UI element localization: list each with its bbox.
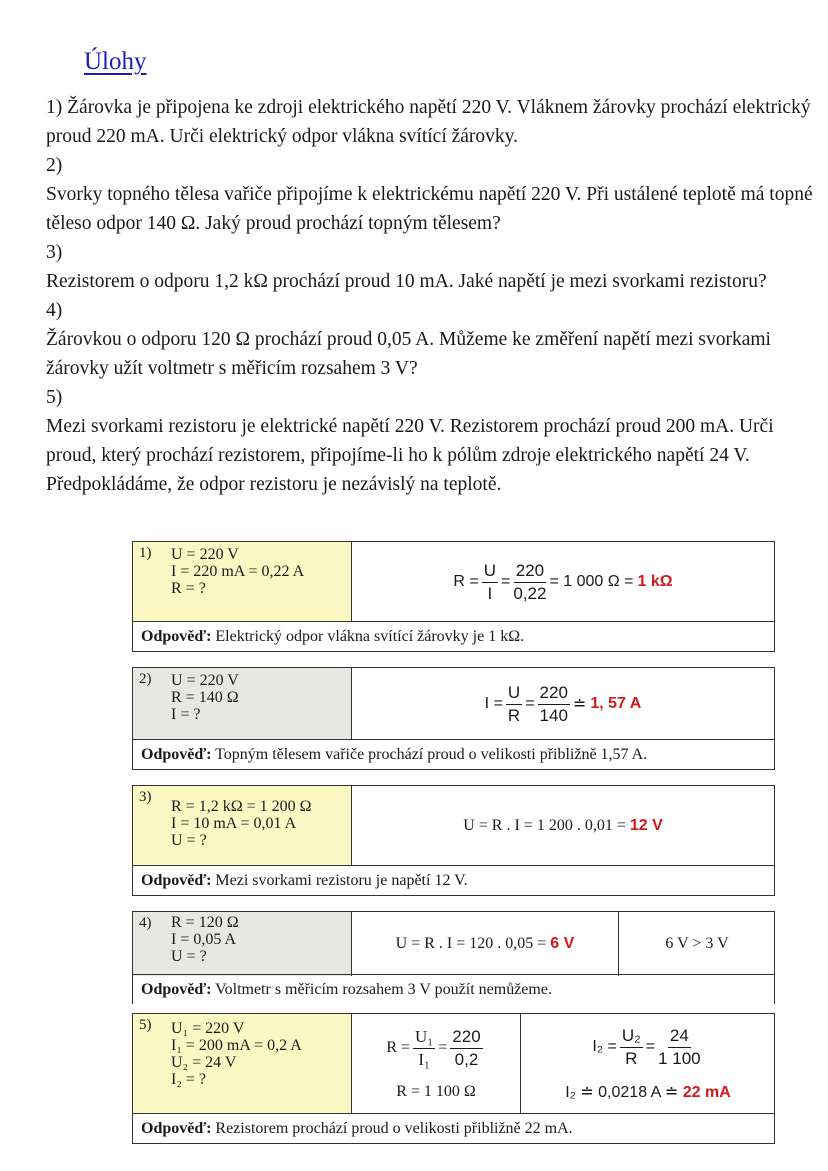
calc-equals: = <box>501 573 511 590</box>
given-line: R = ? <box>171 580 206 597</box>
fraction <box>450 1028 482 1069</box>
given-values <box>133 1014 352 1114</box>
fraction-denominator: 0,22 <box>513 583 547 603</box>
resistance-result: R = 1 100 Ω <box>396 1082 476 1100</box>
calc-equals: = <box>645 1038 656 1055</box>
answer-label: Odpověď: <box>141 1120 212 1137</box>
resistance-calculation <box>352 1014 520 1114</box>
given-line: I₁ = 200 mA = 0,2 A <box>171 1037 302 1054</box>
solution-number: 3) <box>139 789 152 805</box>
given-values <box>133 912 352 976</box>
given-line: U = ? <box>171 948 207 965</box>
calc-rest: ≐ <box>572 696 587 713</box>
answer-text: Elektrický odpor vlákna svítící žárovky je 1 kΩ. <box>215 628 525 645</box>
task-text: Rezistorem o odporu 1,2 kΩ prochází proud 10 mA. Jaké napětí je mezi svorkami rezistoru? <box>46 271 767 292</box>
calculation <box>352 668 774 740</box>
task-text: Žárovkou o odporu 120 Ω prochází proud 0,05 A. Můžeme ke změření napětí mezi svorkami žárovky užít voltmetr s měřicím rozsahem 3 V? <box>46 329 771 379</box>
answer-text: Topným tělesem vařiče prochází proud o velikosti přibližně 1,57 A. <box>215 746 648 763</box>
solution-number: 5) <box>139 1017 152 1033</box>
task-number: 5) <box>46 387 63 408</box>
given-line: R = 140 Ω <box>171 689 239 706</box>
solution-1 <box>132 541 775 652</box>
column-divider <box>520 1014 521 1114</box>
calc-result: 22 mA <box>682 1083 731 1101</box>
fraction-numerator: 220 <box>538 684 570 705</box>
calculation <box>352 542 774 622</box>
column-divider <box>618 912 619 976</box>
given-line: I₂ = ? <box>171 1071 207 1088</box>
given-line: I = ? <box>171 706 201 723</box>
task-1 <box>46 93 816 151</box>
task-number: 2) <box>46 155 63 176</box>
answer-row <box>133 865 774 895</box>
calc-text: I₂ ≐ 0,0218 A ≐ <box>565 1083 679 1101</box>
fraction <box>513 562 546 603</box>
fraction-denominator: R <box>507 705 521 725</box>
calc-result: 1, 57 A <box>590 695 642 712</box>
solution-5 <box>132 1013 775 1144</box>
fraction-numerator: 220 <box>514 562 546 583</box>
given-values <box>133 542 352 622</box>
calc-lhs: I₂ = <box>592 1038 617 1055</box>
fraction-numerator: 24 <box>668 1027 691 1048</box>
given-line: I = 0,05 A <box>171 931 237 948</box>
answer-label: Odpověď: <box>141 981 212 998</box>
fraction <box>620 1027 643 1068</box>
given-line: I = 10 mA = 0,01 A <box>171 815 297 832</box>
given-line: I = 220 mA = 0,22 A <box>171 563 305 580</box>
given-line: U₁ = 220 V <box>171 1020 245 1037</box>
calc-text: U = R . I = 120 . 0,05 = <box>395 935 547 952</box>
solution-3 <box>132 785 775 896</box>
fraction-numerator: U <box>506 684 522 705</box>
calc-lhs: I = <box>484 695 503 712</box>
task-number: 4) <box>46 300 63 321</box>
answer-label: Odpověď: <box>141 872 212 889</box>
answer-text: Voltmetr s měřicím rozsahem 3 V použít nemůžeme. <box>215 981 552 998</box>
given-values <box>133 786 352 866</box>
fraction-numerator: 220 <box>450 1028 482 1049</box>
answer-row <box>133 621 774 651</box>
fraction-denominator: 0,2 <box>454 1049 479 1069</box>
calculation <box>352 912 618 976</box>
given-line: R = 1,2 kΩ = 1 200 Ω <box>171 798 312 815</box>
answer-text: Mezi svorkami rezistoru je napětí 12 V. <box>215 872 468 889</box>
solution-number: 1) <box>139 545 152 561</box>
answer-text: Rezistorem prochází proud o velikosti přibližně 22 mA. <box>215 1120 573 1137</box>
calc-lhs: R = <box>453 573 479 590</box>
fraction <box>482 562 498 603</box>
fraction-denominator: R <box>625 1048 638 1068</box>
given-line: U = ? <box>171 832 207 849</box>
fraction-numerator: U₁ <box>413 1028 435 1049</box>
answer-row <box>133 1113 774 1143</box>
fraction-denominator: 140 <box>539 705 568 725</box>
task-number: 1) <box>46 97 63 118</box>
calc-result: 12 V <box>629 817 663 834</box>
calc-text: U = R . I = 1 200 . 0,01 = <box>463 817 626 834</box>
task-text: Mezi svorkami rezistoru je elektrické napětí 220 V. Rezistorem prochází proud 200 mA. Urči proud, který prochází rezistorem, připojíme-li ho k pólům zdroje elektrického napětí 24 V. Předpokládáme, že odpor rezistoru je nezávislý na teplotě. <box>46 416 774 495</box>
answer-row <box>133 739 774 769</box>
task-text: Svorky topného tělesa vařiče připojíme k elektrickému napětí 220 V. Při ustálené teplotě má topné těleso odpor 140 Ω. Jaký proud prochází topným tělesem? <box>46 184 813 234</box>
given-line: U = 220 V <box>171 546 239 563</box>
answer-label: Odpověď: <box>141 746 212 763</box>
solution-number: 2) <box>139 671 152 687</box>
task-number: 3) <box>46 242 63 263</box>
task-text: Žárovka je připojena ke zdroji elektrického napětí 220 V. Vláknem žárovky prochází elektrický proud 220 mA. Urči elektrický odpor vlákna svítící žárovky. <box>46 97 811 147</box>
given-line: U₂ = 24 V <box>171 1054 237 1071</box>
calc-lhs: R = <box>386 1039 411 1056</box>
given-line: R = 120 Ω <box>171 914 239 931</box>
fraction-numerator: U <box>482 562 498 583</box>
fraction <box>506 684 522 725</box>
calc-result: 6 V <box>550 935 575 952</box>
fraction-denominator: I₁ <box>418 1049 430 1069</box>
calc-rest: = 1 000 Ω = <box>549 573 634 590</box>
fraction-numerator: U₂ <box>620 1027 643 1048</box>
page-heading[interactable]: Úlohy <box>84 48 147 75</box>
solution-4 <box>132 911 775 1004</box>
calc-result: 1 kΩ <box>637 573 673 590</box>
calculation <box>352 786 774 866</box>
fraction <box>413 1028 435 1069</box>
task-list <box>46 93 816 499</box>
given-line: U = 220 V <box>171 672 239 689</box>
calc-equals: = <box>438 1039 448 1056</box>
comparison-text: 6 V > 3 V <box>665 935 729 952</box>
fraction-denominator: I <box>487 583 493 603</box>
answer-label: Odpověď: <box>141 628 212 645</box>
comparison <box>620 912 774 976</box>
calc-equals: = <box>525 695 535 712</box>
given-values <box>133 668 352 740</box>
answer-row <box>133 974 774 1004</box>
current-calculation <box>522 1014 774 1114</box>
solution-number: 4) <box>139 915 152 931</box>
fraction <box>538 684 570 725</box>
fraction-denominator: 1 100 <box>658 1048 701 1068</box>
solution-2 <box>132 667 775 770</box>
fraction <box>658 1027 701 1068</box>
